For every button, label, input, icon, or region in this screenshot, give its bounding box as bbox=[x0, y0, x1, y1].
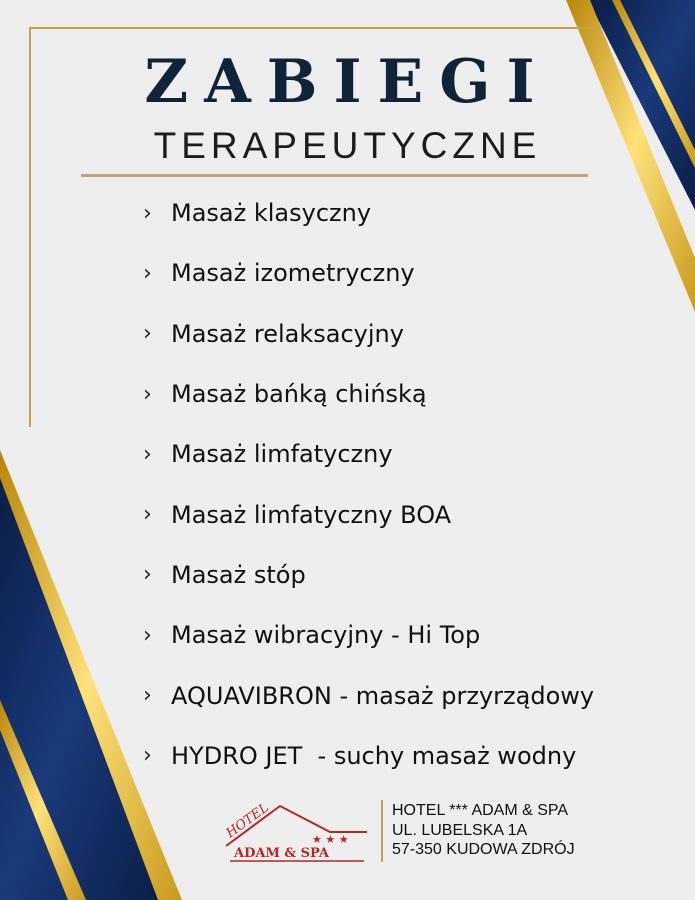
page-subtitle: TERAPEUTYCZNE bbox=[153, 125, 542, 166]
list-item bbox=[143, 545, 594, 605]
chevron-right-icon: › bbox=[143, 683, 152, 709]
chevron-right-icon: › bbox=[143, 502, 152, 528]
chevron-right-icon: › bbox=[143, 321, 152, 347]
chevron-right-icon: › bbox=[143, 381, 152, 407]
logo-stars: ★ ★ ★ bbox=[312, 833, 349, 846]
address-line-name: HOTEL *** ADAM & SPA bbox=[392, 802, 569, 819]
treatment-list bbox=[143, 183, 594, 786]
list-item bbox=[143, 183, 594, 243]
treatment-label: Masaż limfatyczny BOA bbox=[171, 500, 452, 529]
treatment-label: Masaż stóp bbox=[171, 560, 306, 589]
chevron-right-icon: › bbox=[143, 562, 152, 588]
list-item bbox=[143, 304, 594, 364]
treatment-label: Masaż limfatyczny bbox=[171, 440, 393, 469]
title-divider bbox=[81, 174, 588, 177]
address-line-city: 57-350 KUDOWA ZDRÓJ bbox=[392, 841, 575, 858]
address-divider bbox=[381, 800, 383, 862]
treatment-label: AQUAVIBRON - masaż przyrządowy bbox=[171, 681, 595, 710]
address-line-street: UL. LUBELSKA 1A bbox=[392, 821, 528, 839]
list-item bbox=[143, 665, 594, 725]
logo-name-text: ADAM & SPA bbox=[234, 846, 329, 861]
chevron-right-icon: › bbox=[143, 743, 152, 769]
treatment-label: Masaż izometryczny bbox=[171, 259, 415, 288]
hotel-address bbox=[392, 801, 575, 860]
treatment-label: Masaż klasyczny bbox=[171, 199, 372, 228]
treatment-label: Masaż bańką chińską bbox=[171, 380, 427, 409]
logo-hotel-text: HOTEL bbox=[223, 800, 272, 842]
list-item bbox=[143, 424, 594, 484]
chevron-right-icon: › bbox=[143, 260, 152, 286]
list-item bbox=[143, 364, 594, 424]
chevron-right-icon: › bbox=[143, 200, 152, 226]
treatment-label: HYDRO JET - suchy masaż wodny bbox=[171, 741, 577, 770]
treatment-label: Masaż relaksacyjny bbox=[171, 319, 404, 348]
gold-frame-top bbox=[29, 27, 599, 29]
chevron-right-icon: › bbox=[143, 622, 152, 648]
list-item bbox=[143, 605, 594, 665]
chevron-right-icon: › bbox=[143, 441, 152, 467]
page-title: ZABIEGI bbox=[144, 47, 551, 117]
list-item bbox=[143, 726, 594, 786]
list-item bbox=[143, 484, 594, 544]
hotel-logo bbox=[222, 800, 372, 870]
treatment-label: Masaż wibracyjny - Hi Top bbox=[171, 621, 481, 650]
list-item bbox=[143, 243, 594, 303]
